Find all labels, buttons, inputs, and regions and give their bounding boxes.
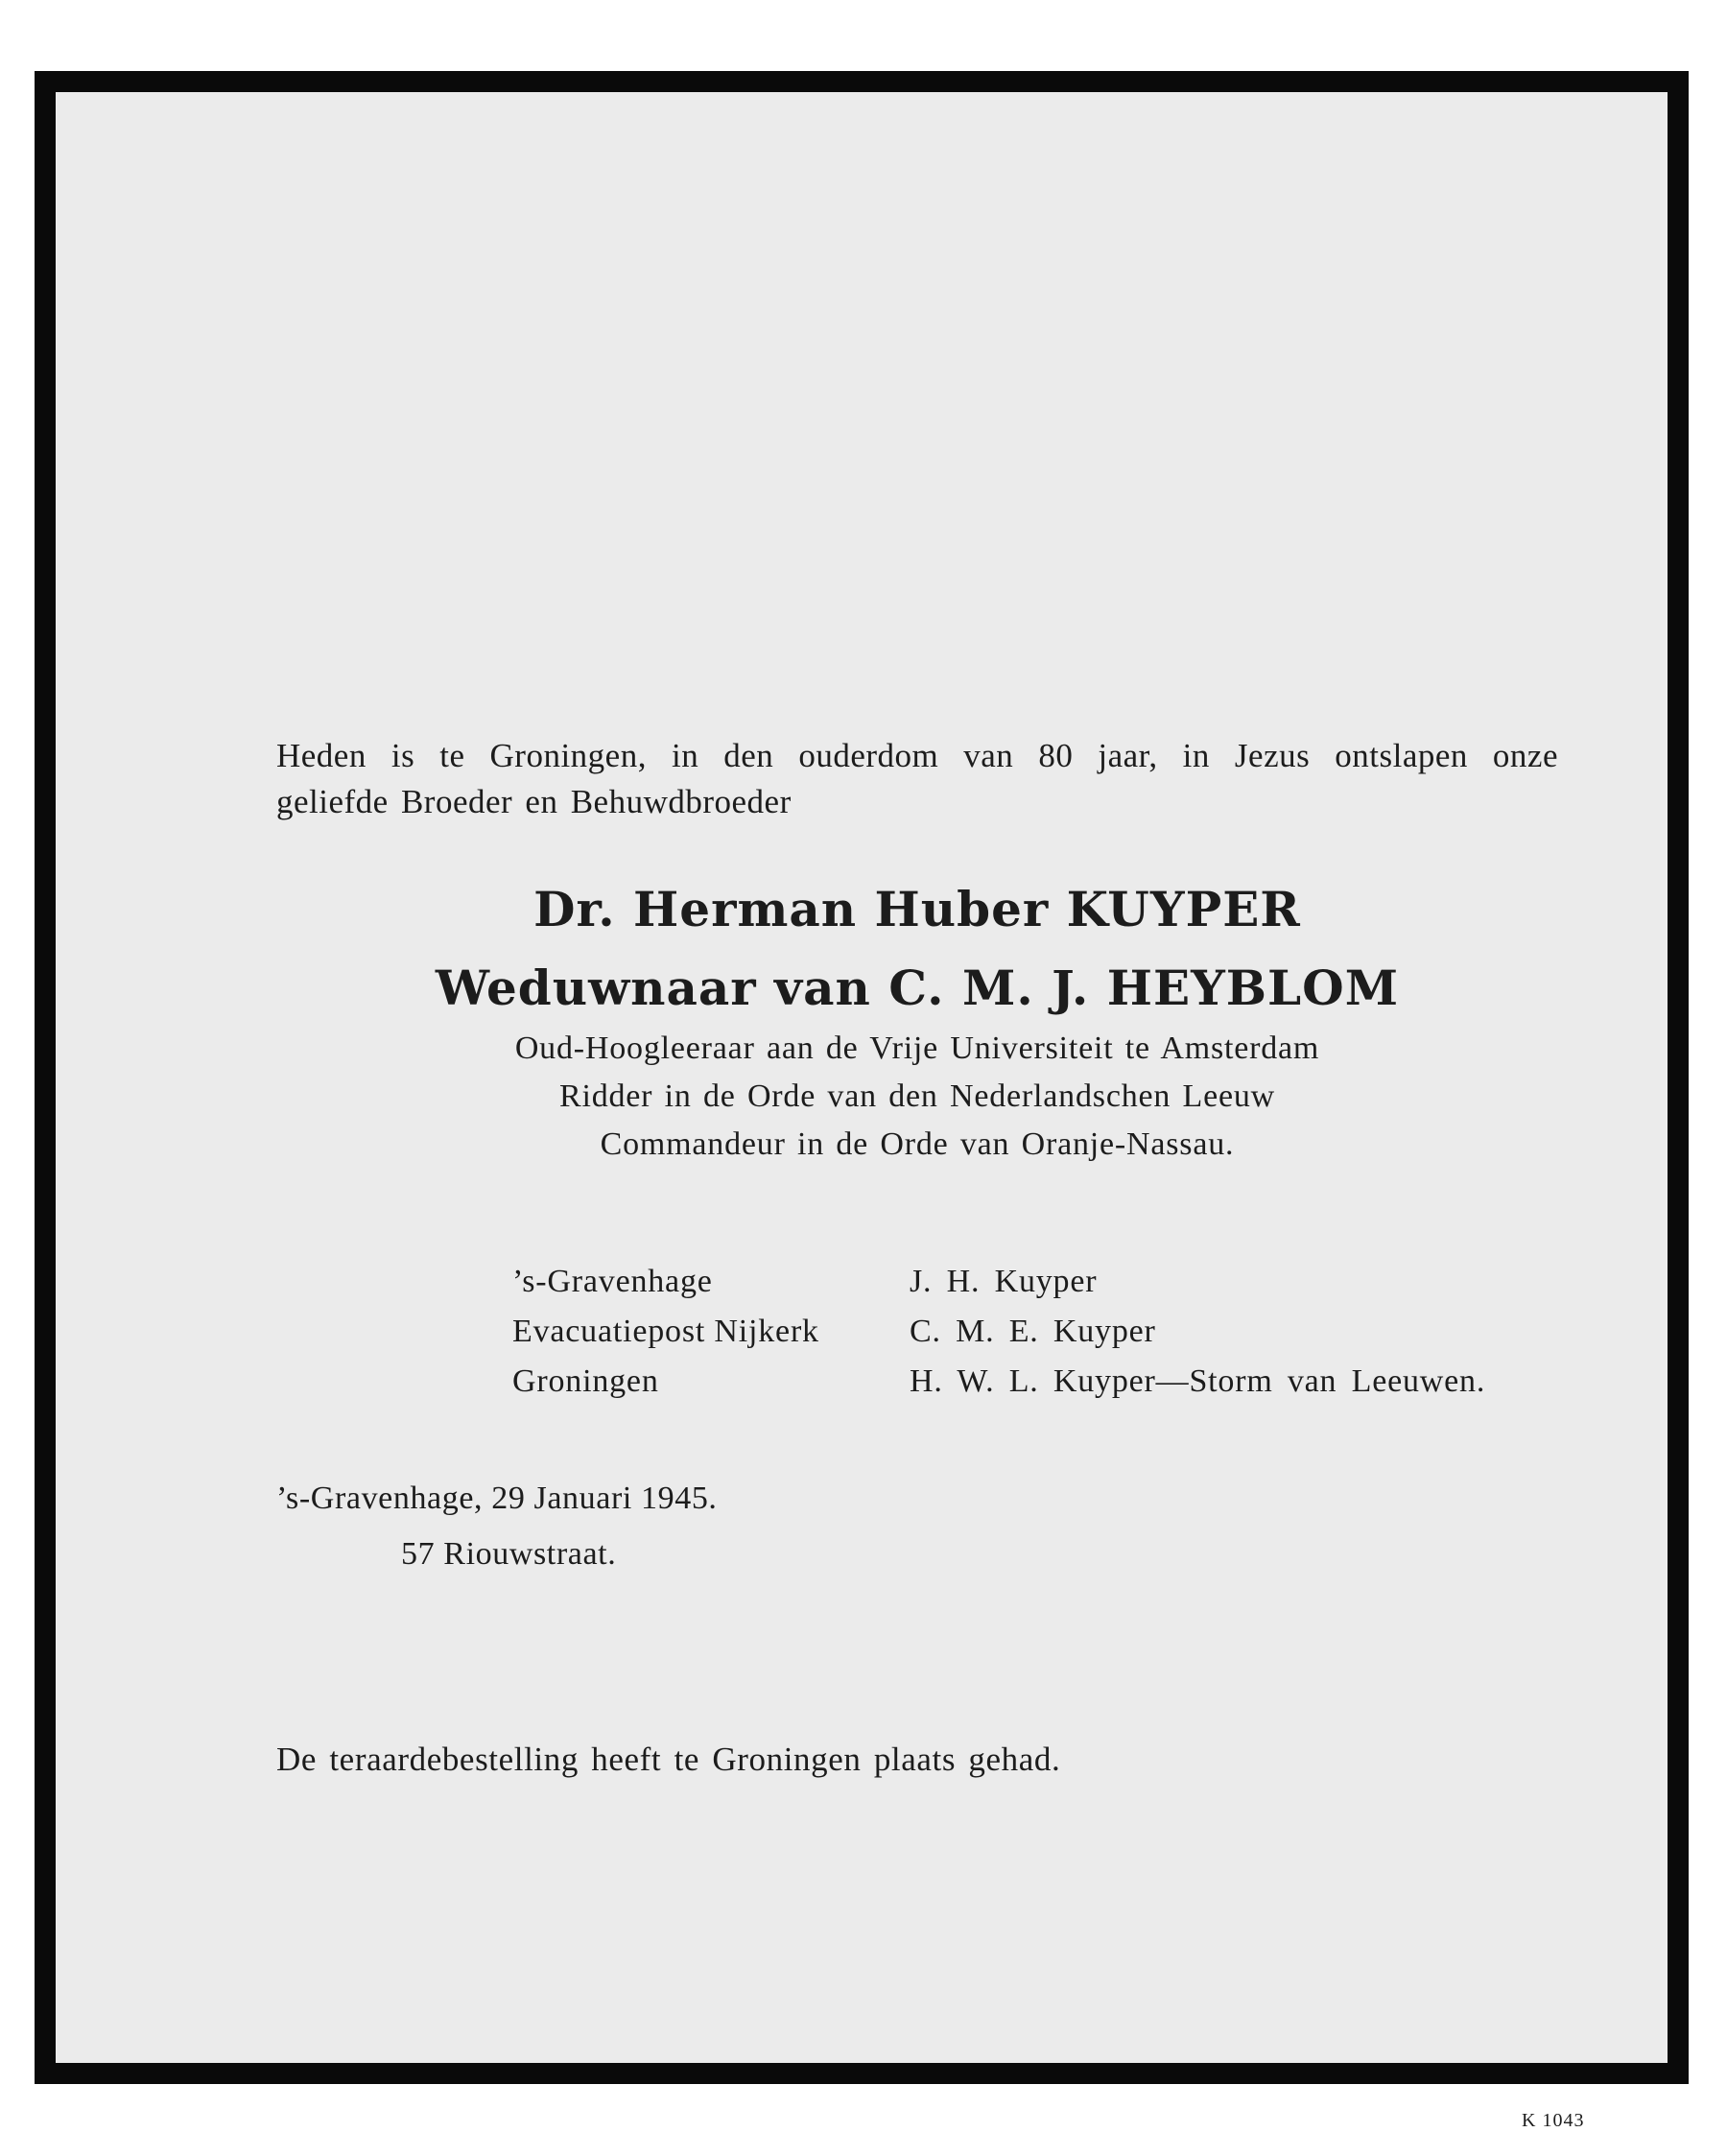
deceased-name: Dr. Herman Huber KUYPER (533, 881, 1301, 937)
mourning-card (35, 71, 1689, 2131)
intro-line: geliefde Broeder en Behuwdbroeder (276, 783, 792, 820)
widower-line: Weduwnaar van C. M. J. HEYBLOM (435, 960, 1400, 1016)
honour-line: Commandeur in de Orde van Oranje-Nassau. (600, 1126, 1235, 1162)
dateline: ’s-Gravenhage, 29 Januari 1945. (276, 1481, 718, 1516)
relative-place: ’s-Gravenhage (512, 1264, 713, 1299)
funeral-note: De teraardebestelling heeft te Groningen plaats gehad. (276, 1741, 1061, 1778)
relative-place: Groningen (512, 1363, 659, 1399)
relative-place: Evacuatiepost Nijkerk (512, 1314, 819, 1349)
intro-line: Heden is te Groningen, in den ouderdom van 80 jaar, in Jezus ontslapen onze (276, 737, 1558, 774)
print-code: K 1043 (1522, 2110, 1585, 2131)
relative-name: J. H. Kuyper (910, 1264, 1098, 1299)
address: 57 Riouwstraat. (401, 1536, 617, 1572)
intro-paragraph (276, 733, 1558, 825)
relative-name: C. M. E. Kuyper (910, 1314, 1156, 1349)
honour-line: Oud-Hoogleeraar aan de Vrije Universiteit te Amsterdam (514, 1031, 1320, 1066)
honours-list (276, 1025, 1558, 1169)
honour-line: Ridder in de Orde van den Nederlandschen Leeuw (558, 1078, 1276, 1114)
relative-name: H. W. L. Kuyper—Storm van Leeuwen. (910, 1363, 1486, 1399)
